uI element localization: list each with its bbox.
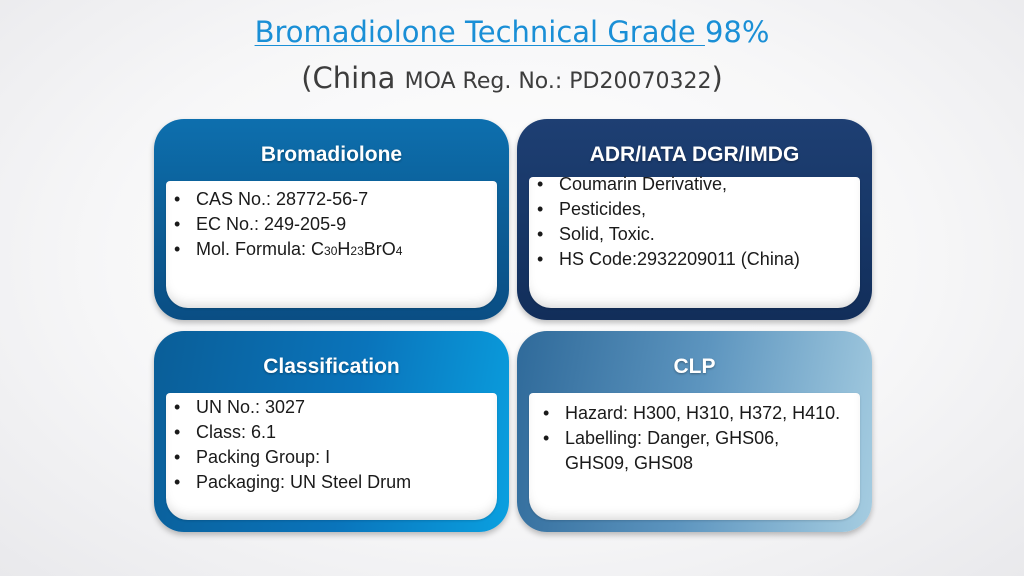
list-item-un-no: • UN No.: 3027 — [166, 395, 497, 420]
list-item-solid-toxic: • Solid, Toxic. — [529, 222, 860, 247]
panel-clp — [517, 331, 872, 532]
panel-body-classification — [166, 393, 497, 520]
panel-body-bromadiolone — [166, 181, 497, 308]
list-item-packing-group: • Packing Group: I — [166, 445, 497, 470]
list-item-hs-code: • HS Code:2932209011 (China) — [529, 247, 860, 272]
list-item-labelling: • Labelling: Danger, GHS06, GHS09, GHS08 — [529, 426, 842, 476]
list-item-class: • Class: 6.1 — [166, 420, 497, 445]
subtitle-open: (China — [301, 61, 405, 95]
list-item-hazard: • Hazard: H300, H310, H372, H410. — [529, 401, 842, 426]
title-grade: 98% — [704, 15, 770, 49]
page-subtitle — [0, 58, 1024, 103]
list-clp — [529, 393, 860, 476]
panel-heading-clp: CLP — [673, 355, 716, 378]
list-item-formula — [166, 237, 497, 264]
formula-o-count: 4 — [395, 244, 403, 258]
list-bromadiolone — [166, 181, 497, 264]
list-adr — [529, 172, 860, 272]
list-item-pesticides: • Pesticides, — [529, 197, 860, 222]
page-title — [0, 12, 1024, 52]
subtitle-close: ) — [711, 61, 723, 95]
subtitle-registration: MOA Reg. No.: PD20070322 — [404, 69, 712, 94]
formula-label: Mol. Formula: C — [196, 239, 325, 259]
list-item-ec: • EC No.: 249-205-9 — [166, 212, 497, 237]
formula-bro: BrO — [363, 239, 396, 259]
formula-h-count: 23 — [350, 244, 364, 258]
panel-heading-bromadiolone: Bromadiolone — [260, 143, 403, 166]
panel-adr — [517, 119, 872, 320]
formula-c-count: 30 — [324, 244, 338, 258]
formula-h: H — [337, 239, 351, 259]
list-item-cas: • CAS No.: 28772-56-7 — [166, 187, 497, 212]
panel-body-adr — [529, 174, 860, 308]
panel-body-clp — [529, 393, 860, 520]
list-item-coumarin: • Coumarin Derivative, — [529, 172, 860, 197]
list-classification — [166, 393, 497, 495]
panel-classification — [154, 331, 509, 532]
panel-heading-classification: Classification — [263, 355, 400, 378]
title-link[interactable]: Bromadiolone Technical Grade — [254, 15, 705, 49]
list-item-packaging: • Packaging: UN Steel Drum — [166, 470, 497, 495]
panel-heading-adr: ADR/IATA DGR/IMDG — [589, 143, 800, 166]
panel-bromadiolone — [154, 119, 509, 320]
